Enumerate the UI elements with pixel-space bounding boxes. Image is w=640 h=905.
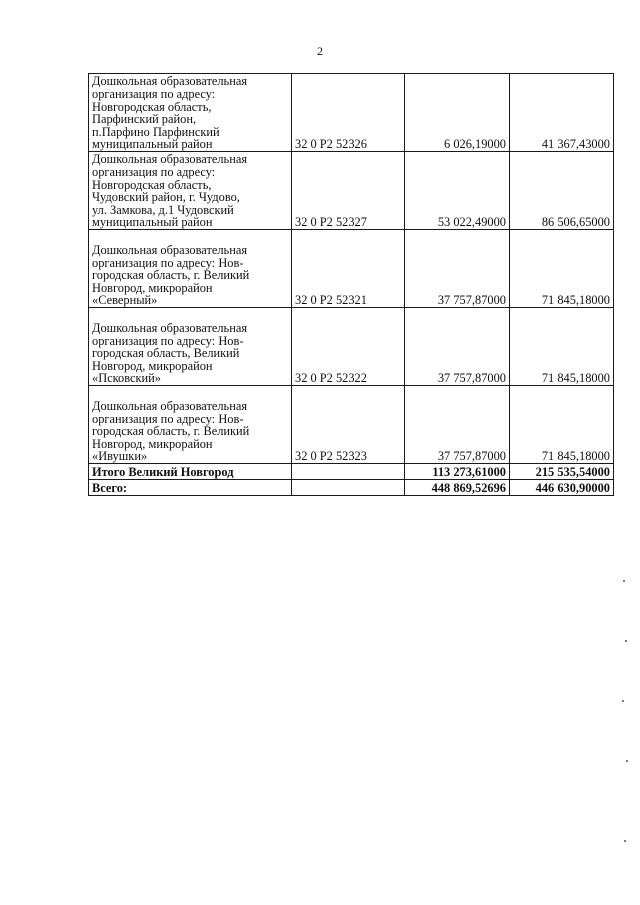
subtotal-code-cell — [292, 464, 405, 480]
organization-name-line: городская область, г. Великий — [92, 268, 250, 283]
organization-name-line: городская область, Великий — [92, 346, 240, 361]
grand-total-label: Всего: — [89, 480, 292, 496]
organization-name-line: Дошкольная образовательная — [92, 399, 248, 414]
subtotal-amount-2: 215 535,54000 — [510, 464, 614, 480]
budget-table — [88, 73, 614, 496]
table-row — [89, 152, 614, 230]
organization-name-line: Новгородская область, — [92, 99, 212, 114]
organization-name-cell — [89, 230, 292, 308]
budget-code-cell: 32 0 P2 52321 — [292, 230, 405, 308]
amount-1-cell: 53 022,49000 — [405, 152, 510, 230]
budget-code-cell: 32 0 P2 52323 — [292, 386, 405, 464]
amount-2-cell: 41 367,43000 — [510, 74, 614, 152]
budget-code-cell: 32 0 P2 52327 — [292, 152, 405, 230]
grand-total-code-cell — [292, 480, 405, 496]
budget-code-cell: 32 0 P2 52322 — [292, 308, 405, 386]
organization-name-line: организация по адресу: Нов- — [92, 411, 244, 426]
organization-name-line: Чудовский район, г. Чудово, — [92, 190, 240, 205]
table-row — [89, 230, 614, 308]
table-row — [89, 386, 614, 464]
organization-name-cell — [89, 308, 292, 386]
subtotal-amount-1: 113 273,61000 — [405, 464, 510, 480]
organization-name-line: Новгород, микрорайон — [92, 436, 213, 451]
amount-2-cell: 71 845,18000 — [510, 386, 614, 464]
page-number: 2 — [317, 44, 323, 58]
subtotal-row — [89, 464, 614, 480]
table-row — [89, 308, 614, 386]
grand-total-amount-2: 446 630,90000 — [510, 480, 614, 496]
subtotal-label: Итого Великий Новгород — [89, 464, 292, 480]
amount-2-cell: 71 845,18000 — [510, 230, 614, 308]
organization-name-line: организация по адресу: — [92, 165, 216, 180]
organization-name-line: организация по адресу: Нов- — [92, 255, 244, 270]
organization-name-line: городская область, г. Великий — [92, 424, 250, 439]
organization-name-line: п.Парфино Парфинский — [92, 124, 220, 139]
organization-name-line: ул. Замкова, д.1 Чудовский — [92, 202, 234, 217]
organization-name-cell — [89, 74, 292, 152]
organization-name-line: организация по адресу: — [92, 87, 216, 102]
table-row — [89, 74, 614, 152]
amount-1-cell: 37 757,87000 — [405, 230, 510, 308]
organization-name-line: «Северный» — [92, 293, 158, 308]
organization-name-line: Дошкольная образовательная — [92, 152, 248, 167]
organization-name-line: Новгород, микрорайон — [92, 280, 213, 295]
amount-1-cell: 6 026,19000 — [405, 74, 510, 152]
organization-name-line: «Псковский» — [92, 371, 161, 386]
organization-name-line: Дошкольная образовательная — [92, 74, 248, 89]
grand-total-amount-1: 448 869,52696 — [405, 480, 510, 496]
amount-1-cell: 37 757,87000 — [405, 308, 510, 386]
organization-name-line: «Ивушки» — [92, 449, 148, 464]
amount-1-cell: 37 757,87000 — [405, 386, 510, 464]
organization-name-line: Новгород, микрорайон — [92, 358, 213, 373]
budget-code-cell: 32 0 P2 52326 — [292, 74, 405, 152]
organization-name-cell — [89, 386, 292, 464]
organization-name-line: муниципальный район — [92, 137, 213, 152]
organization-name-line: Дошкольная образовательная — [92, 321, 248, 336]
organization-name-line: Парфинский район, — [92, 112, 197, 127]
amount-2-cell: 71 845,18000 — [510, 308, 614, 386]
organization-name-cell — [89, 152, 292, 230]
organization-name-line: Новгородская область, — [92, 177, 212, 192]
amount-2-cell: 86 506,65000 — [510, 152, 614, 230]
organization-name-line: Дошкольная образовательная — [92, 243, 248, 258]
organization-name-line: организация по адресу: Нов- — [92, 333, 244, 348]
grand-total-row — [89, 480, 614, 496]
organization-name-line: муниципальный район — [92, 215, 213, 230]
